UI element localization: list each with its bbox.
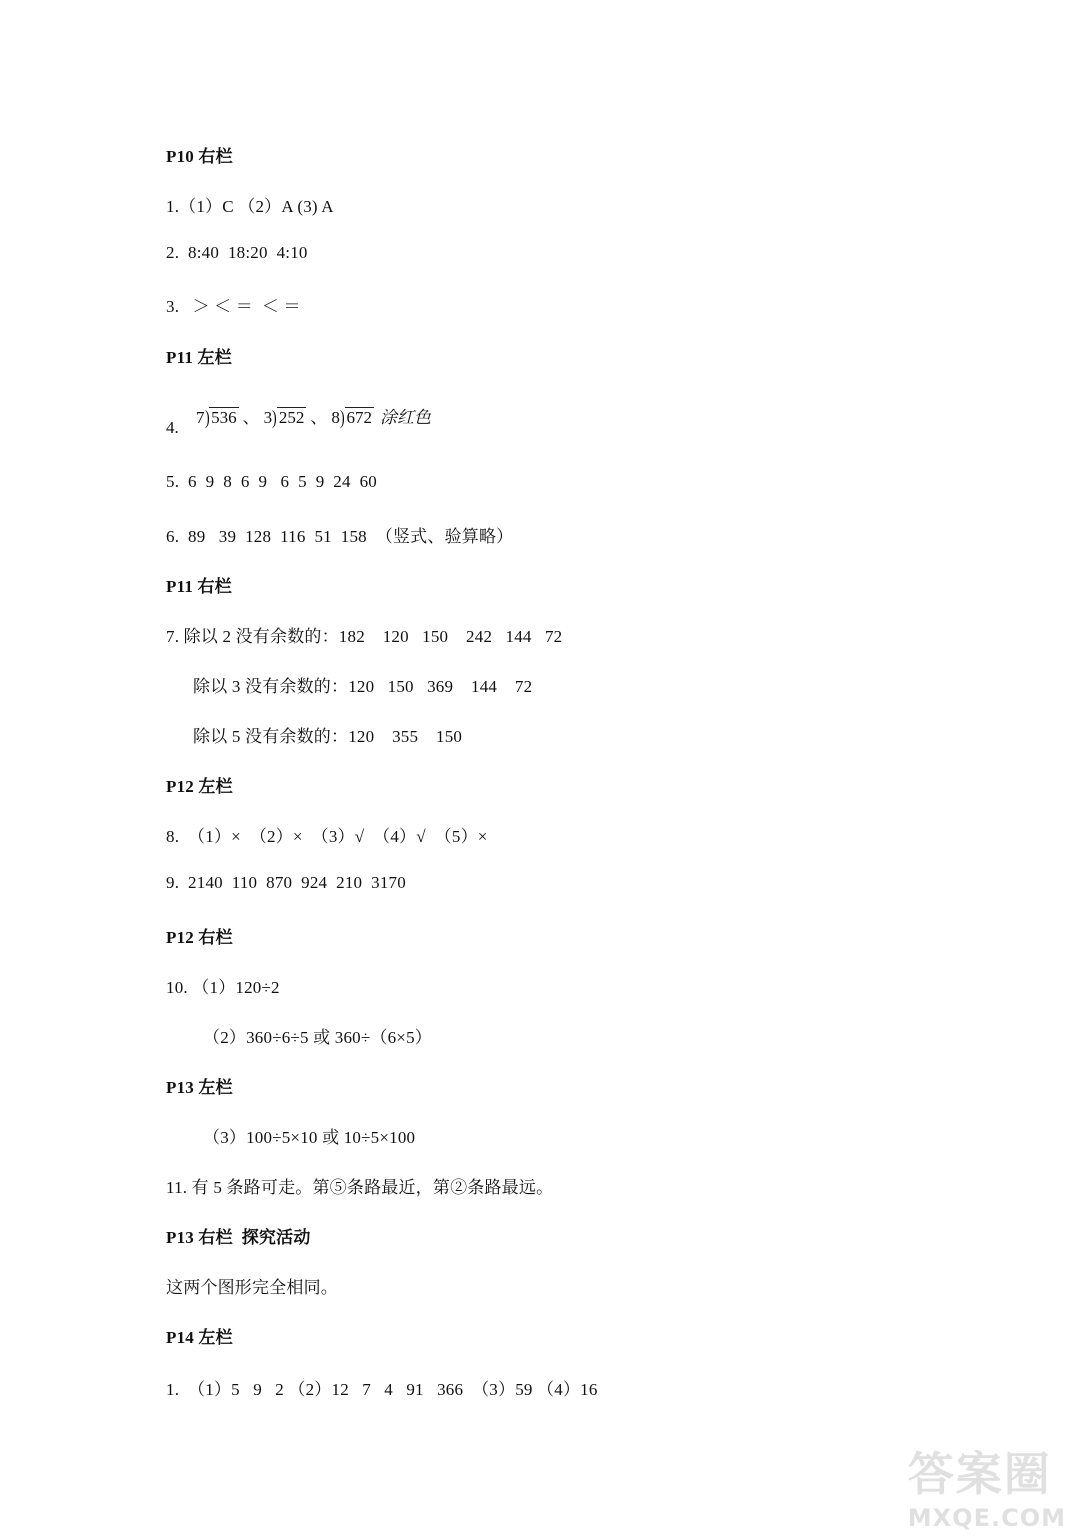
- divisor: 8: [331, 408, 340, 427]
- long-division-1: [196, 407, 239, 428]
- division-bracket-icon: ): [339, 407, 345, 429]
- dividend: 536: [211, 408, 237, 427]
- divisor: 7: [196, 408, 205, 427]
- answer-q1: 1.（1）C （2）A (3) A: [166, 197, 334, 216]
- answer-q2: 2. 8:40 18:20 4:10: [166, 243, 308, 262]
- answer-q8: 8. （1）× （2）× （3）√ （4）√ （5）×: [166, 827, 488, 846]
- division-bracket-icon: ): [272, 407, 277, 429]
- answer-q10-part1: 10. （1）120÷2: [166, 978, 280, 997]
- answer-q9: 9. 2140 110 870 924 210 3170: [166, 873, 406, 892]
- section-heading-p12-right: P12 右栏: [166, 928, 233, 947]
- answer-p14-q1: 1. （1）5 9 2 （2）12 7 4 91 366 （3）59 （4）16: [166, 1380, 598, 1399]
- dividend: 672: [346, 408, 373, 427]
- long-division-3: [331, 407, 374, 428]
- section-heading-p13-right: P13 右栏 探究活动: [166, 1228, 311, 1247]
- separator: 、: [242, 408, 260, 427]
- long-division-2: [264, 407, 307, 428]
- section-heading-p11-left: P11 左栏: [166, 348, 232, 367]
- answer-q6: 6. 89 39 128 116 51 158 （竖式、验算略）: [166, 527, 514, 546]
- section-heading-p11-right: P11 右栏: [166, 577, 232, 596]
- q4-number: 4.: [166, 418, 179, 437]
- answer-q5: 5. 6 9 8 6 9 6 5 9 24 60: [166, 472, 377, 491]
- section-heading-p13-left: P13 左栏: [166, 1078, 233, 1097]
- section-heading-p14-left: P14 左栏: [166, 1328, 233, 1347]
- answer-q11: 11. 有 5 条路可走。第⑤条路最近，第②条路最远。: [166, 1178, 554, 1197]
- division-bracket-icon: ): [204, 407, 210, 429]
- answer-exploration: 这两个图形完全相同。: [166, 1278, 338, 1297]
- answer-q10-part3: （3）100÷5×10 或 10÷5×100: [203, 1128, 416, 1147]
- section-heading-p10-right: P10 右栏: [166, 147, 233, 166]
- divisor: 3: [263, 408, 273, 427]
- answer-q3: 3. ＞ ＜ ＝ ＜ ＝: [166, 297, 301, 316]
- handwritten-note: 涂红色: [380, 408, 432, 428]
- separator: 、: [310, 408, 328, 427]
- section-heading-p12-left: P12 左栏: [166, 777, 233, 796]
- answer-q10-part2: （2）360÷6÷5 或 360÷（6×5）: [203, 1028, 432, 1047]
- q4-expression: [196, 403, 431, 428]
- watermark-text: 答案圈: [907, 1447, 1052, 1501]
- watermark-logo: [908, 1438, 1066, 1532]
- dividend: 252: [278, 408, 305, 427]
- answer-q7-line2: 除以 3 没有余数的：120 150 369 144 72: [193, 677, 533, 696]
- watermark-url: MXQE.COM: [907, 1504, 1066, 1532]
- answer-q7-line3: 除以 5 没有余数的：120 355 150: [193, 727, 463, 746]
- answer-q7-line1: 7. 除以 2 没有余数的：182 120 150 242 144 72: [166, 627, 563, 646]
